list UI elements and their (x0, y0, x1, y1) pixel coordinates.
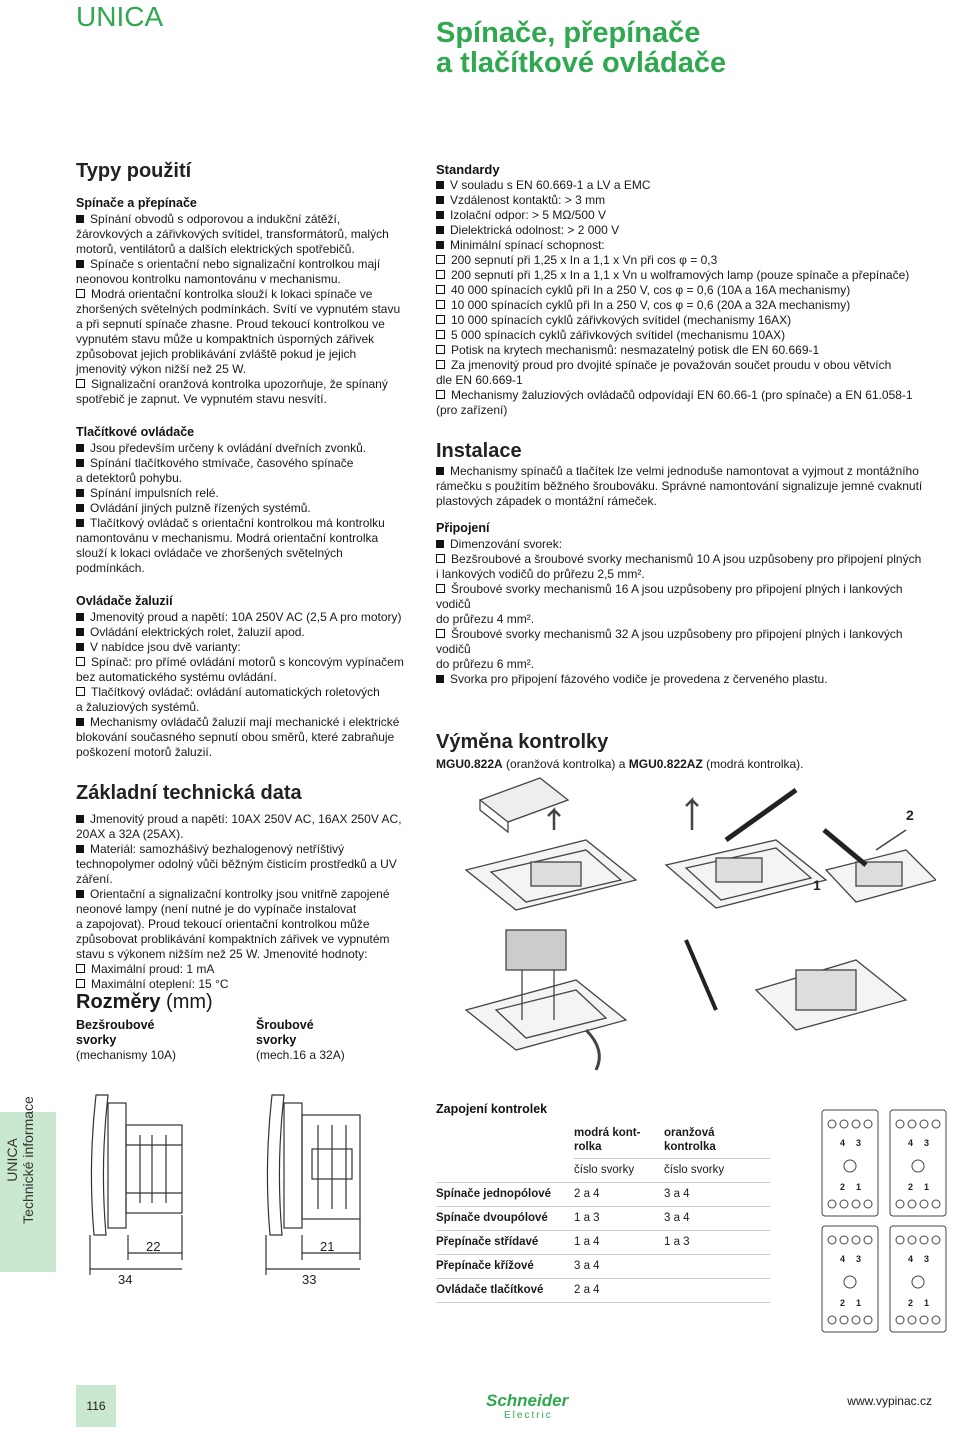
terminal-label: 3 (924, 1254, 930, 1264)
row-label: Spínače jednopólové (436, 1183, 574, 1207)
illustration-lamp-insert (466, 930, 906, 1070)
logo-text-bottom: Electric (504, 1410, 553, 1421)
zaluzie-text (76, 610, 416, 760)
header-text: rolka (574, 1141, 602, 1153)
dim-21: 21 (320, 1239, 335, 1254)
text-line: Spínač: pro přímé ovládání motorů s koncovým vypínačem (76, 655, 416, 670)
text-line: motorů, ventilátorů a dalších elektrických spotřebičů. (76, 242, 355, 256)
label-line: svorky (256, 1033, 297, 1047)
text-line: 20AX a 32A (25AX). (76, 827, 184, 841)
subheader-cislo: číslo svorky (574, 1159, 664, 1183)
text-line: vypnutém stavu může u kompaktních úsporných zářivek (76, 332, 375, 346)
side-tab-line: UNICA (4, 1138, 20, 1182)
illustration-step-lever (824, 830, 936, 902)
pripojeni-text (436, 537, 936, 687)
text-line: i lankových vodičů do průřezu 2,5 mm². (436, 567, 645, 581)
terminal-label: 4 (840, 1138, 846, 1148)
text-line: Spínání obvodů s odporovou a indukční zátěží, (76, 212, 416, 227)
header-text: oranžová (664, 1127, 715, 1139)
side-tab-line: Technické informace (20, 1096, 36, 1224)
section-title-typy: Typy použití (76, 160, 192, 182)
text-line: 10 000 spínacích cyklů při In a 250 V, cos φ = 0,6 (20A a 32A mechanismy) (436, 298, 936, 313)
table-row (436, 1183, 770, 1207)
label-line: (mech.16 a 32A) (256, 1048, 345, 1062)
drawing-bezsroubove (90, 1095, 182, 1275)
text-line: žárovkových a zářivkových svítidel, transformátorů, malých (76, 227, 389, 241)
text-line: 40 000 spínacích cyklů při In a 250 V, cos φ = 0,6 (10A a 16A mechanismy) (436, 283, 936, 298)
rozmery-title: Rozměry (76, 991, 161, 1013)
text-line: bez automatického systému ovládání. (76, 670, 277, 684)
row-cell: 3 a 4 (574, 1255, 664, 1279)
table-row (436, 1255, 770, 1279)
text-line: Maximální oteplení: 15 °C (76, 977, 416, 992)
text-line: 5 000 spínacích cyklů zářivkových svítidel (mechanismu 10AX) (436, 328, 936, 343)
text-line: neonové lampy (není nutné je do vypínače instalovat (76, 902, 357, 916)
header-modra (574, 1122, 664, 1159)
text-span: (modrá kontrolka). (702, 757, 804, 771)
row-cell: 1 a 3 (664, 1231, 770, 1255)
terminal-label: 3 (924, 1138, 930, 1148)
row-label: Spínače dvoupólové (436, 1207, 574, 1231)
text-line: Dielektrická odolnost: > 2 000 V (436, 223, 936, 238)
label-line: (mechanismy 10A) (76, 1048, 177, 1062)
row-cell: 3 a 4 (664, 1207, 770, 1231)
subsection-pripojeni: Připojení (436, 521, 490, 535)
zakladni-text (76, 812, 416, 992)
subheader-cislo: číslo svorky (664, 1159, 770, 1183)
text-line: Vzdálenost kontaktů: > 3 mm (436, 193, 936, 208)
terminal-label: 2 (908, 1182, 914, 1192)
table-row (436, 1279, 770, 1303)
table-row (436, 1207, 770, 1231)
side-tab (0, 1096, 56, 1272)
text-line: jmenovitý výkon nižší než 25 W. (76, 362, 247, 376)
left-column (76, 160, 416, 1004)
dim-bezsroubove-label (76, 1018, 236, 1063)
text-line: technopolymer odolný vůči běžným čisticím prostředků a UV (76, 857, 397, 871)
terminal-label: 2 (908, 1298, 914, 1308)
header-text: kontrolka (664, 1141, 716, 1153)
row-cell: 1 a 4 (574, 1231, 664, 1255)
table-subheader-row (436, 1159, 770, 1183)
text-line: Šroubové svorky mechanismů 16 A jsou uzpůsobeny pro připojení plných i lankových vodičů (436, 582, 936, 612)
terminal-label: 2 (840, 1298, 846, 1308)
schneider-logo (486, 1392, 596, 1422)
brand-title: UNICA (76, 1, 164, 32)
row-cell: 2 a 4 (574, 1279, 664, 1303)
text-line: Za jmenovitý proud pro dvojité spínače je považován součet proudu v obou větvích (436, 358, 936, 373)
step-number-2: 2 (906, 807, 914, 823)
illustration-step-remove-cover (466, 778, 636, 910)
page-title-line1: Spínače, přepínače (436, 17, 701, 49)
text-line: neonovou kontrolku namontovánu v mechanismu. (76, 272, 341, 286)
row-cell (664, 1255, 770, 1279)
text-line: Bezšroubové a šroubové svorky mechanismů 10 A jsou uzpůsobeny pro připojení plných (436, 552, 936, 567)
text-line: Jmenovitý proud a napětí: 10A 250V AC (2,5 A pro motory) (76, 610, 416, 625)
wiring-table (436, 1122, 770, 1303)
text-line: Tlačítkový ovládač s orientační kontrolkou má kontrolku (76, 516, 416, 531)
terminal-label: 3 (856, 1138, 862, 1148)
text-line: Jsou především určeny k ovládání dveřních zvonků. (76, 441, 416, 456)
label-line: svorky (76, 1033, 117, 1047)
text-line: a zapojovat). Proud tekoucí orientační kontrolkou může (76, 917, 370, 931)
drawing-sroubove (266, 1095, 360, 1275)
section-title-vymena: Výměna kontrolky (436, 731, 609, 753)
text-line: do průřezu 4 mm². (436, 612, 535, 626)
text-line: a žaluziových systémů. (76, 700, 200, 714)
header-oranzova (664, 1122, 770, 1159)
text-line: 200 sepnutí při 1,25 x In a 1,1 x Vn u wolframových lamp (pouze spínače a přepínače) (436, 268, 936, 283)
terminal-label: 1 (856, 1298, 862, 1308)
section-title-rozmery (76, 990, 213, 1014)
text-line: Potisk na krytech mechanismů: nesmazatelný potisk dle EN 60.669-1 (436, 343, 936, 358)
part-code: MGU0.822AZ (628, 757, 703, 771)
spinace-text (76, 212, 416, 407)
table-header-row (436, 1122, 770, 1159)
label-line: Bezšroubové (76, 1018, 155, 1032)
dim-22: 22 (146, 1239, 161, 1254)
subsection-zapojeni: Zapojení kontrolek (436, 1102, 548, 1116)
text-line: Signalizační oranžová kontrolka upozorňuje, že spínaný (76, 377, 416, 392)
wiring-table-wrap (436, 1122, 770, 1303)
terminal-label: 4 (908, 1138, 914, 1148)
text-line: Materiál: samozhášivý bezhalogenový netříštivý (76, 842, 416, 857)
text-line: Šroubové svorky mechanismů 32 A jsou uzpůsobeny pro připojení plných i lankových vodičů (436, 627, 936, 657)
text-line: a detektorů pohybu. (76, 471, 183, 485)
text-line: Spínání impulsních relé. (76, 486, 416, 501)
illustration-step-screwdriver (666, 790, 826, 908)
text-line: plastových západek o montážní rámeček. (436, 494, 657, 508)
row-label: Přepínače křížové (436, 1255, 574, 1279)
side-tab-text (4, 1080, 36, 1240)
text-line: V nabídce jsou dvě varianty: (76, 640, 416, 655)
text-line: Mechanismy spínačů a tlačítek lze velmi jednoduše namontovat a vyjmout z montážního (436, 464, 936, 479)
text-line: dle EN 60.669-1 (436, 373, 523, 387)
text-line: 10 000 spínacích cyklů zářivkových svítidel (mechanismy 16AX) (436, 313, 936, 328)
subsection-tlacitkove: Tlačítkové ovládače (76, 425, 195, 439)
text-line: Izolační odpor: > 5 MΩ/500 V (436, 208, 936, 223)
dim-sroubove-label (256, 1018, 416, 1063)
table-row (436, 1231, 770, 1255)
dimension-drawings (80, 1085, 410, 1285)
text-line: rámečku s použitím běžného šroubováku. Správné namontování signalizuje jemné cvaknutí (436, 479, 923, 493)
row-label: Přepínače střídavé (436, 1231, 574, 1255)
text-line: způsobovat problikávání kompaktních zářivek ve vypnutém (76, 932, 390, 946)
text-line: do průřezu 6 mm². (436, 657, 535, 671)
text-line: poškození motorů žaluzií. (76, 745, 213, 759)
label-line: Šroubové (256, 1018, 314, 1032)
text-line: blokování současného sepnutí obou směrů, které zabraňuje (76, 730, 395, 744)
text-line: způsobovat jejich problikávání zvláště pokud je jejich (76, 347, 357, 361)
footer-url[interactable]: www.vypinac.cz (847, 1394, 932, 1408)
dim-33: 33 (302, 1272, 317, 1285)
page-number: 116 (76, 1385, 116, 1427)
text-line: Tlačítkový ovládač: ovládání automatických roletových (76, 685, 416, 700)
text-line: namontovánu v mechanismu. Modrá orientační kontrolka (76, 531, 379, 545)
terminal-label: 2 (840, 1182, 846, 1192)
step-number-1: 1 (813, 877, 821, 893)
text-line: Maximální proud: 1 mA (76, 962, 416, 977)
terminal-label: 1 (924, 1298, 930, 1308)
text-line: Dimenzování svorek: (436, 537, 936, 552)
terminal-label: 1 (856, 1182, 862, 1192)
section-title-instalace: Instalace (436, 440, 522, 462)
page-title (436, 18, 916, 78)
terminal-label: 4 (840, 1254, 846, 1264)
rozmery-unit: (mm) (166, 991, 213, 1013)
text-line: záření. (76, 872, 113, 886)
instalace-text (436, 464, 936, 509)
part-code: MGU0.822A (436, 757, 503, 771)
terminal-label: 1 (924, 1182, 930, 1192)
row-cell: 1 a 3 (574, 1207, 664, 1231)
subsection-standardy: Standardy (436, 162, 500, 177)
text-line: spotřebič je zapnut. Ve vypnutém stavu nesvítí. (76, 392, 327, 406)
replacement-illustrations (436, 770, 936, 1090)
terminal-diagrams (818, 1108, 956, 1336)
text-line: Mechanismy žaluziových ovládačů odpovídají EN 60.66-1 (pro spínače) a EN 61.058-1 (436, 388, 936, 403)
subsection-spinace: Spínače a přepínače (76, 196, 197, 210)
row-label: Ovládače tlačítkové (436, 1279, 574, 1303)
text-line: Ovládání elektrických rolet, žaluzií apod. (76, 625, 416, 640)
text-line: podmínkách. (76, 561, 145, 575)
text-line: Minimální spínací schopnost: (436, 238, 936, 253)
subsection-zaluzie: Ovládače žaluzií (76, 594, 173, 608)
terminal-label: 3 (856, 1254, 862, 1264)
page-title-line2: a tlačítkové ovládače (436, 47, 727, 79)
text-line: Spínání tlačítkového stmívače, časového spínače (76, 456, 416, 471)
text-line: (pro zařízení) (436, 403, 508, 417)
logo-text-top: Schneider (486, 1391, 569, 1410)
text-span: (oranžová kontrolka) a (502, 757, 629, 771)
text-line: V souladu s EN 60.669-1 a LV a EMC (436, 178, 936, 193)
dim-34: 34 (118, 1272, 133, 1285)
section-title-zakladni: Základní technická data (76, 782, 302, 804)
row-cell (664, 1279, 770, 1303)
terminal-label: 4 (908, 1254, 914, 1264)
text-line: Ovládání jiných pulzně řízených systémů. (76, 501, 416, 516)
text-line: Mechanismy ovládačů žaluzií mají mechanické i elektrické (76, 715, 416, 730)
text-line: 200 sepnutí při 1,25 x In a 1,1 x Vn při cos φ = 0,3 (436, 253, 936, 268)
text-line: Spínače s orientační nebo signalizační kontrolkou mají (76, 257, 416, 272)
text-line: stavu s výkonem nižším než 25 W. Jmenovité hodnoty: (76, 947, 368, 961)
row-cell: 2 a 4 (574, 1183, 664, 1207)
row-cell: 3 a 4 (664, 1183, 770, 1207)
right-column (436, 162, 936, 772)
text-line: Jmenovitý proud a napětí: 10AX 250V AC, 16AX 250V AC, (76, 812, 416, 827)
standardy-text (436, 178, 936, 418)
text-line: Modrá orientační kontrolka slouží k lokaci spínače ve (76, 287, 416, 302)
header-text: modrá kont- (574, 1127, 641, 1139)
text-line: Svorka pro připojení fázového vodiče je provedena z červeného plastu. (436, 672, 936, 687)
text-line: slouží k lokaci ovládače ve zhoršených světelných (76, 546, 343, 560)
text-line: Orientační a signalizační kontrolky jsou vnitřně zapojené (76, 887, 416, 902)
text-line: zhoršených světelných podmínkách. Svítí ve vypnutém stavu (76, 302, 401, 316)
text-line: a při sepnutí spínače zhasne. Proud tekoucí kontrolkou ve (76, 317, 385, 331)
tlacitkove-text (76, 441, 416, 576)
